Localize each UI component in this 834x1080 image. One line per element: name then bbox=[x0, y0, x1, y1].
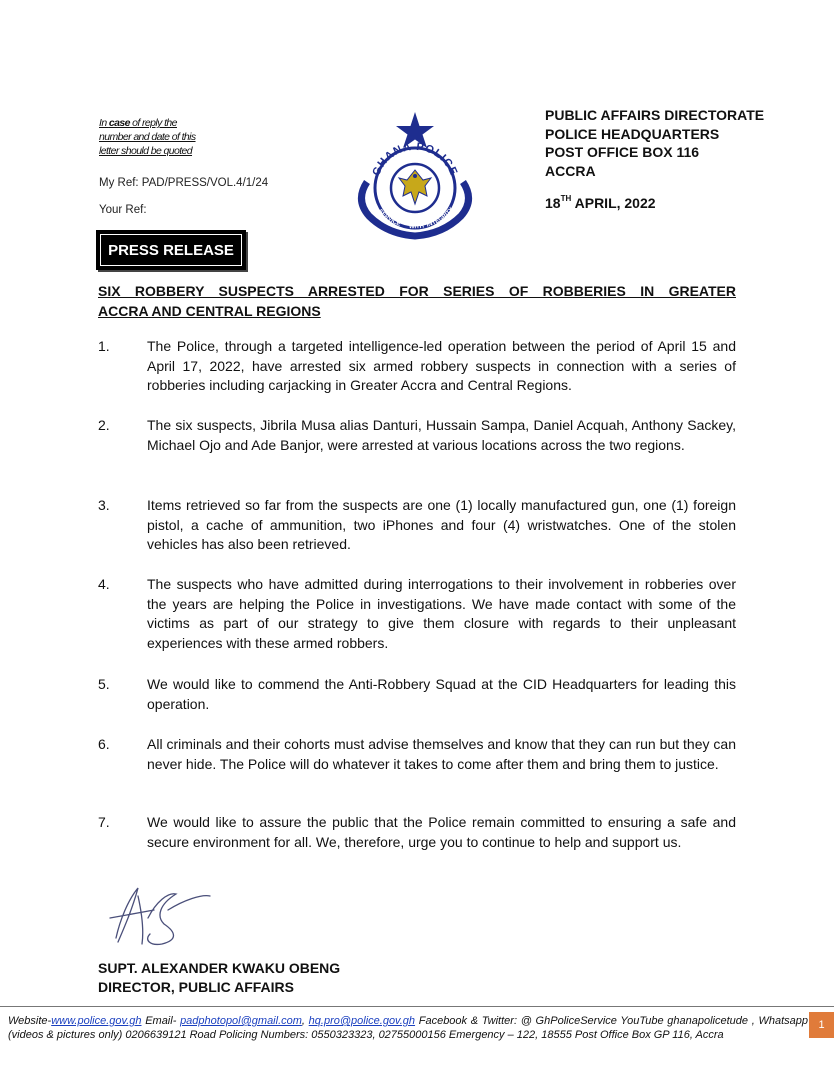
reply-note-line-3: letter should be quoted bbox=[99, 145, 193, 157]
paragraph-7 bbox=[98, 813, 736, 852]
press-release-label: PRESS RELEASE bbox=[100, 234, 242, 266]
paragraph-text: The six suspects, Jibrila Musa alias Danturi, Hussain Sampa, Daniel Acquah, Anthony Sackey, Michael Ojo and Ade Banjor, were arrested at various locations across the two regions. bbox=[147, 417, 736, 453]
headline-line-1: SIX ROBBERY SUSPECTS ARRESTED FOR SERIES OF ROBBERIES IN GREATER bbox=[98, 283, 736, 299]
address-line-4: ACCRA bbox=[545, 162, 596, 179]
handwritten-signature bbox=[98, 880, 218, 950]
paragraph-text: Items retrieved so far from the suspects are one (1) locally manufactured gun, one (1) foreign pistol, a cache of ammunition, two iPhones and four (4) wristwatches. One of the stolen vehicles has also been retrieved. bbox=[147, 497, 736, 553]
address-line-3: POST OFFICE BOX 116 bbox=[545, 144, 700, 160]
signatory-block bbox=[98, 959, 340, 996]
paragraph-text: All criminals and their cohorts must advise themselves and know that they can run but they can never hide. The Police will do whatever it takes to come after them and bring them to justice. bbox=[147, 736, 736, 772]
address-line-1: PUBLIC AFFAIRS DIRECTORATE bbox=[545, 107, 765, 123]
reply-instruction-note bbox=[99, 116, 249, 158]
signatory-name: SUPT. ALEXANDER KWAKU OBENG bbox=[98, 960, 341, 976]
paragraph-4 bbox=[98, 575, 736, 653]
paragraph-text: We would like to assure the public that the Police remain committed to ensuring a safe and secure environment for all. We, therefore, urge you to continue to help and support us. bbox=[147, 814, 736, 850]
reply-note-line-2: number and date of this bbox=[99, 131, 196, 143]
crest-ring-text-right: INTEGRITY bbox=[426, 206, 455, 229]
crest-ring-text-top: GHANA POLICE bbox=[370, 140, 460, 178]
paragraph-text: The Police, through a targeted intelligence-led operation between the period of April 15 and April 17, 2022, have arrested six armed robbery suspects in connection with a series of robberies including carjacking in Greater Accra and Central Regions. bbox=[147, 338, 736, 394]
sender-address-block bbox=[545, 106, 815, 180]
crest-ring-text-left: SERVICE bbox=[376, 208, 402, 228]
your-reference: Your Ref: bbox=[99, 204, 147, 216]
paragraph-5 bbox=[98, 675, 736, 714]
ghana-police-crest-logo bbox=[347, 108, 483, 240]
paragraph-number: 4. bbox=[98, 576, 110, 592]
footer-contacts: Website-www.police.gov.gh Email- padphotopol@gmail.com, hq.pro@police.gov.gh Facebook & Twitter: @ GhPoliceService YouTube ghanapolicetude , Whatsapp (videos & pictures only) 0206639121 Road Policing Numbers: 0550323323, 02755000156 Emergency – 122, 18555 Post Office Box GP 116, Accra bbox=[8, 1015, 808, 1041]
address-line-2: POLICE HEADQUARTERS bbox=[545, 125, 720, 142]
my-reference: My Ref: PAD/PRESS/VOL.4/1/24 bbox=[99, 177, 269, 189]
email-link-1[interactable]: padphotopol@gmail.com bbox=[180, 1015, 302, 1027]
release-date: 18TH APRIL, 2022 bbox=[545, 194, 656, 211]
headline-line-2: ACCRA AND CENTRAL REGIONS bbox=[98, 302, 321, 319]
headline bbox=[98, 282, 736, 321]
paragraph-6 bbox=[98, 735, 736, 774]
paragraph-text: The suspects who have admitted during interrogations to their involvement in robberies over the years are helping the Police in investigations. We have made contact with some of the victims as part of our strategy to give them closure with regards to their unpleasant experiences with these armed robbers. bbox=[147, 576, 736, 651]
paragraph-number: 5. bbox=[98, 676, 110, 692]
email-link-2[interactable]: hq.pro@police.gov.gh bbox=[308, 1015, 416, 1027]
footer-social-and-numbers: Facebook & Twitter: @ GhPoliceService YouTube ghanapolicetude , Whatsapp (videos & pictures only) 0206639121 Road Policing Numbers: 0550323323, 02755000156 Emergency – 122, 18555 Post Office Box GP 116, Accra bbox=[8, 1015, 808, 1041]
crest-ring-text-mid: WITH bbox=[408, 223, 425, 231]
page-number: 1 bbox=[809, 1012, 834, 1038]
signatory-title: DIRECTOR, PUBLIC AFFAIRS bbox=[98, 978, 295, 995]
website-link[interactable]: www.police.gov.gh bbox=[51, 1015, 142, 1027]
footer-divider bbox=[0, 1006, 834, 1007]
paragraph-2 bbox=[98, 416, 736, 455]
paragraph-number: 1. bbox=[98, 338, 110, 354]
svg-text:WITH bbox=[409, 223, 425, 230]
paragraph-1 bbox=[98, 337, 736, 396]
paragraph-number: 3. bbox=[98, 497, 110, 513]
press-release-badge bbox=[96, 230, 246, 270]
paragraph-number: 6. bbox=[98, 736, 110, 752]
paragraph-number: 7. bbox=[98, 814, 110, 830]
reply-note-line-1: In case of reply the bbox=[99, 117, 177, 129]
paragraph-number: 2. bbox=[98, 417, 110, 433]
paragraph-text: We would like to commend the Anti-Robbery Squad at the CID Headquarters for leading this operation. bbox=[147, 676, 736, 712]
paragraph-3 bbox=[98, 496, 736, 555]
